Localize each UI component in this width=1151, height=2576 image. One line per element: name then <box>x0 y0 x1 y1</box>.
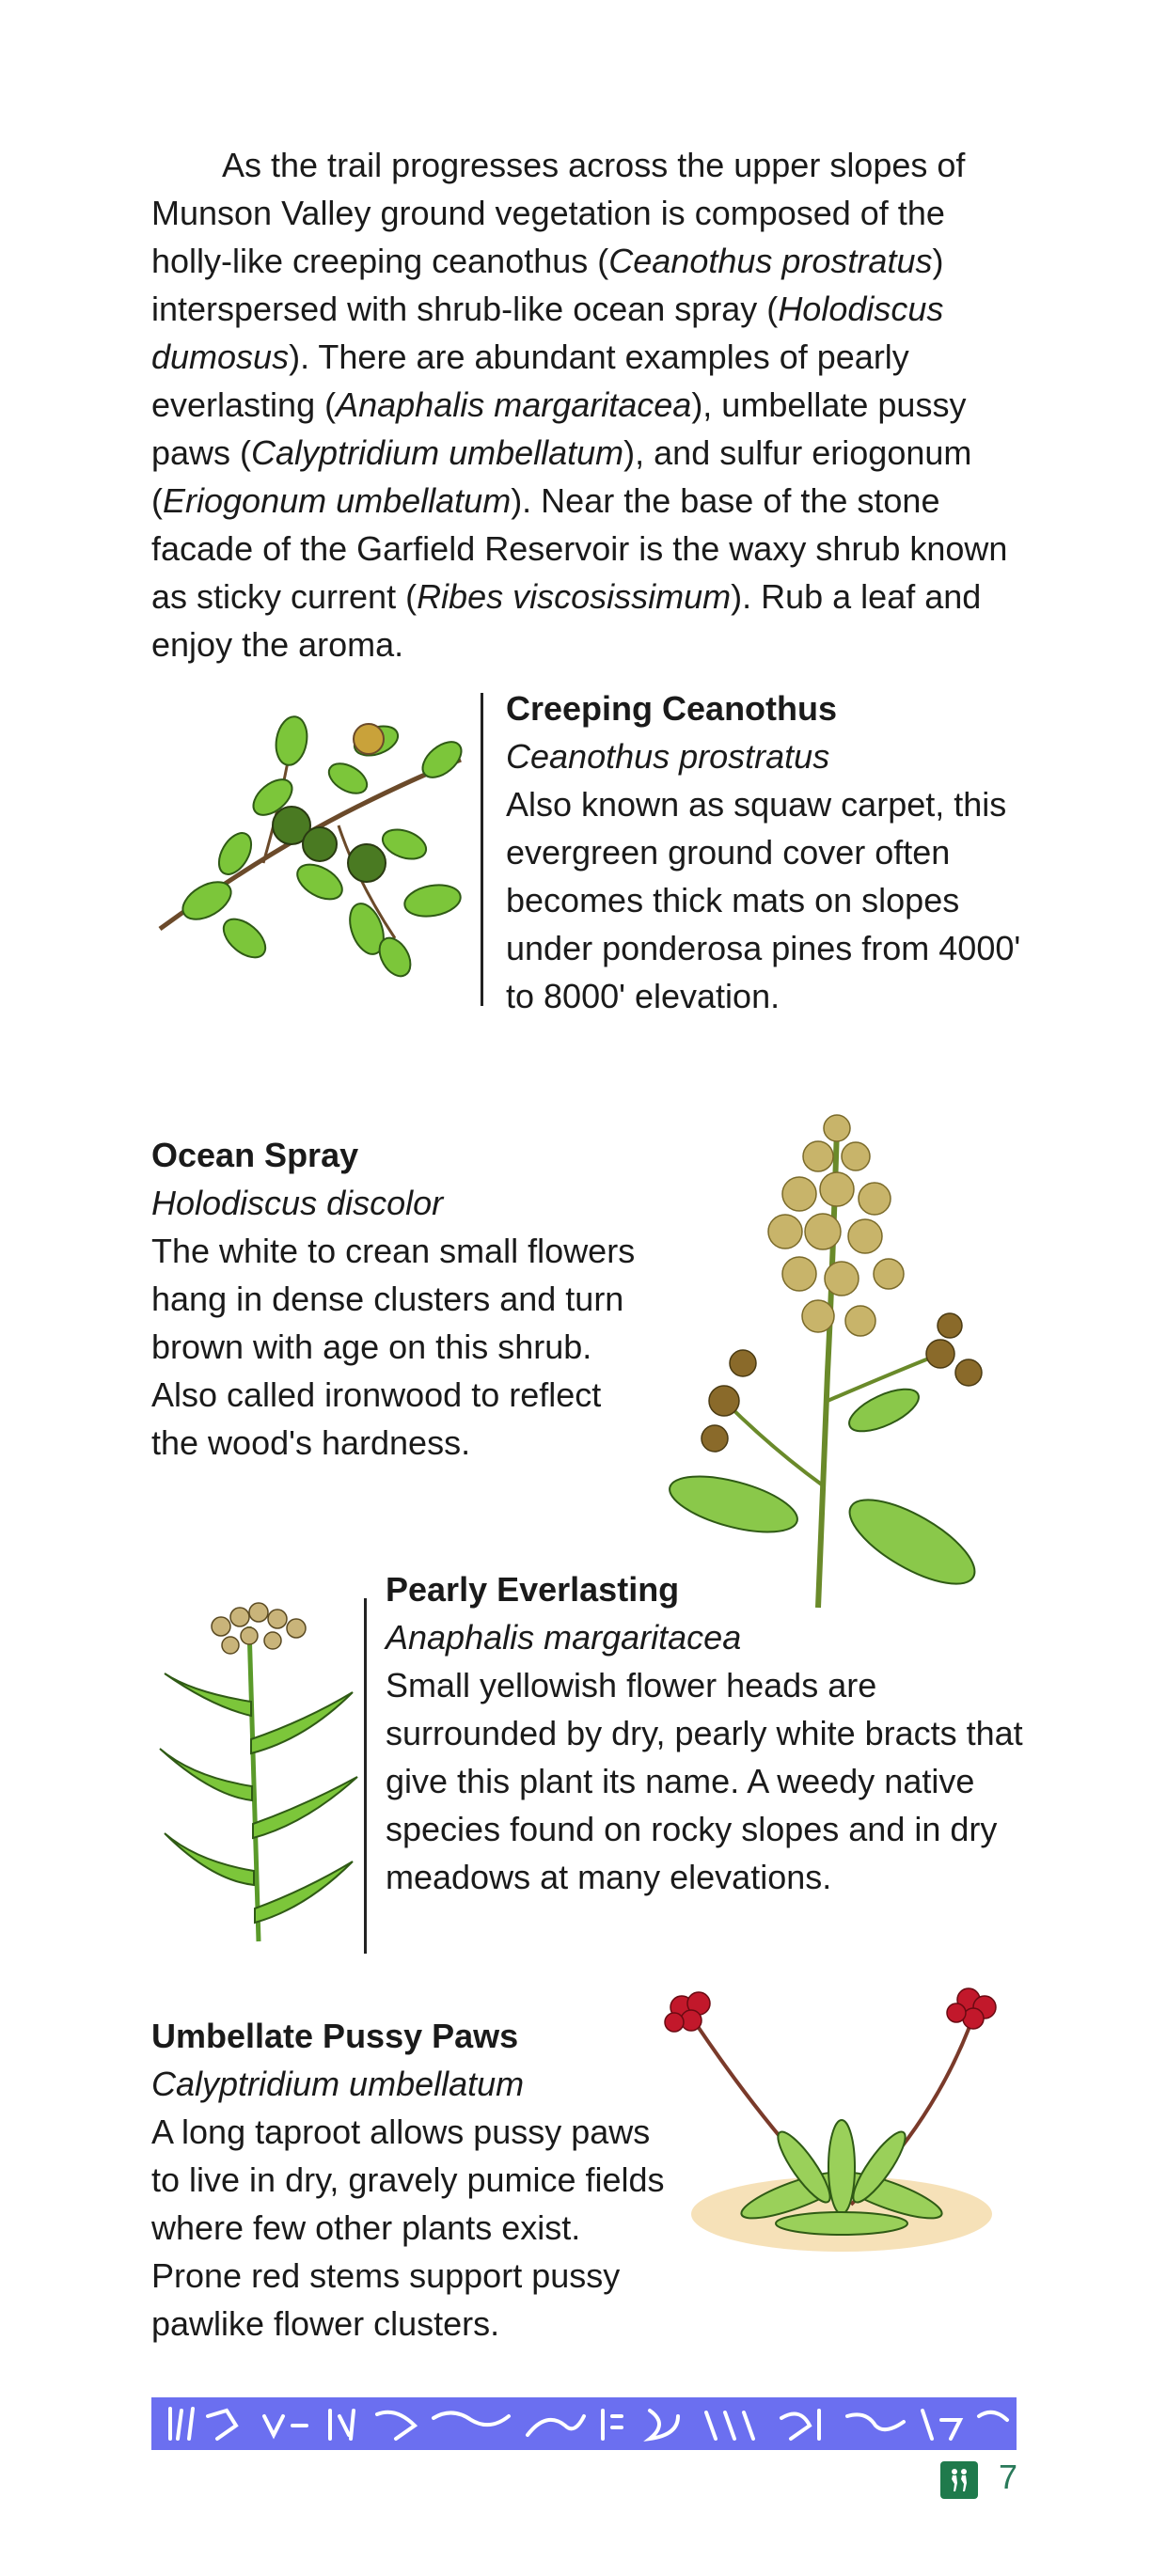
petroglyph-band <box>151 2397 1017 2450</box>
divider-line <box>481 693 483 1006</box>
petroglyph-pattern <box>151 2397 1017 2450</box>
intro-latin: Ceanothus prostratus <box>608 242 933 280</box>
intro-latin: Ribes viscosissimum <box>417 577 732 616</box>
entry-title: Umbellate Pussy Paws <box>151 2017 519 2055</box>
intro-latin: Calyptridium umbellatum <box>251 433 624 472</box>
entry-latin-name: Ceanothus prostratus <box>506 737 830 776</box>
intro-latin: Holodiscus dumosus <box>151 290 944 376</box>
intro-text: ), and sulfur eriogonum ( <box>151 433 972 520</box>
pearly-everlasting-entry <box>386 1565 1034 1901</box>
divider-line <box>364 1598 367 1954</box>
entry-description: Small yellowish flower heads are surrounded by dry, pearly white bracts that give this plant its name. A weedy native species found on rocky slopes and in dry meadows at many elevations. <box>386 1666 1023 1896</box>
entry-latin-name: Calyptridium umbellatum <box>151 2065 525 2103</box>
intro-latin: Eriogonum umbellatum <box>163 481 512 520</box>
intro-text: ) interspersed with shrub-like ocean spray ( <box>151 242 944 328</box>
intro-text: ). There are abundant examples of pearly everlasting ( <box>151 338 909 424</box>
page-number: 7 <box>999 2458 1018 2496</box>
ocean-spray-entry <box>151 1131 640 1467</box>
entry-latin-name: Holodiscus discolor <box>151 1184 444 1222</box>
intro-latin: Anaphalis margaritacea <box>336 385 692 424</box>
intro-text: ), umbellate pussy paws ( <box>151 385 967 472</box>
pearly-everlasting-illustration <box>155 1589 362 1946</box>
creeping-ceanothus-illustration <box>150 684 475 995</box>
entry-description: A long taproot allows pussy paws to live in dry, gravely pumice fields where few other plants exist. Prone red stems support pussy pawlike flower clusters. <box>151 2113 665 2343</box>
intro-text: ). Near the base of the stone facade of the Garfield Reservoir is the waxy shrub known as sticky current ( <box>151 481 1008 616</box>
hikers-icon <box>940 2461 978 2499</box>
intro-text: ). Rub a leaf and enjoy the aroma. <box>151 577 982 664</box>
intro-paragraph <box>151 141 1017 668</box>
entry-latin-name: Anaphalis margaritacea <box>386 1618 742 1657</box>
entry-title: Ocean Spray <box>151 1136 359 1174</box>
entry-title: Pearly Everlasting <box>386 1570 680 1609</box>
creeping-ceanothus-entry <box>506 684 1033 1020</box>
umbellate-pussy-paws-illustration <box>654 1979 1016 2270</box>
intro-text: As the trail progresses across the upper slopes of Munson Valley ground vegetation is composed of the holly-like creeping ceanothus ( <box>151 146 966 280</box>
entry-description: Also known as squaw carpet, this evergreen ground cover often becomes thick mats on slopes under ponderosa pines from 4000' to 8000' elevation. <box>506 785 1021 1015</box>
entry-title: Creeping Ceanothus <box>506 689 838 728</box>
entry-description: The white to crean small flowers hang in dense clusters and turn brown with age on this shrub. Also called ironwood to reflect the wood's hardness. <box>151 1232 636 1462</box>
umbellate-pussy-paws-entry <box>151 2012 678 2348</box>
ocean-spray-illustration <box>658 1091 1016 1617</box>
